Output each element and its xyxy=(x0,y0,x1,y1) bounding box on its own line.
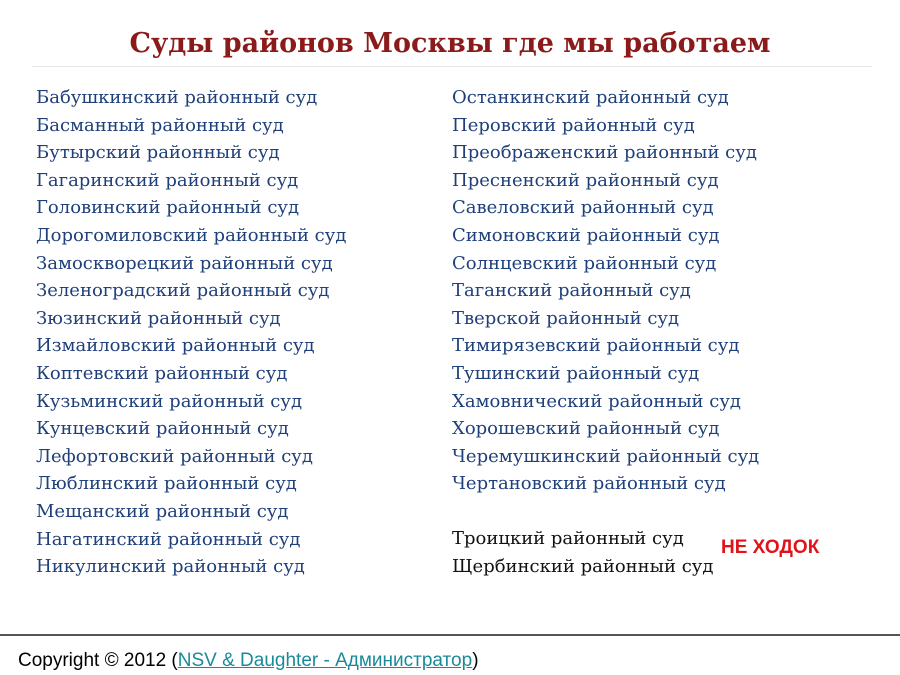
court-link[interactable]: Щербинский районный суд xyxy=(452,555,714,577)
footer xyxy=(18,648,479,674)
court-link[interactable]: Тушинский районный суд xyxy=(452,362,700,384)
court-list-item xyxy=(36,194,346,222)
page-title: Суды районов Москвы где мы работаем xyxy=(129,28,771,59)
right-court-list xyxy=(452,84,759,498)
court-link[interactable]: Никулинский районный суд xyxy=(36,556,305,578)
court-list-item xyxy=(452,139,759,167)
court-link[interactable]: Хамовнический районный суд xyxy=(452,390,741,412)
court-list-item xyxy=(36,553,346,581)
court-link[interactable]: Перовский районный суд xyxy=(452,114,695,136)
court-list-item xyxy=(452,415,759,443)
court-link[interactable]: Басманный районный суд xyxy=(36,114,284,136)
court-link[interactable]: Люблинский районный суд xyxy=(36,473,297,495)
court-link[interactable]: Троицкий районный суд xyxy=(452,528,684,549)
administrator-link[interactable]: NSV & Daughter - Администратор xyxy=(177,650,473,671)
court-link[interactable]: Кузьминский районный суд xyxy=(36,390,303,412)
court-list-item xyxy=(452,277,759,305)
court-link[interactable]: Симоновский районный суд xyxy=(452,224,720,246)
court-link[interactable]: Дорогомиловский районный суд xyxy=(36,224,347,246)
court-list-item xyxy=(36,526,346,554)
court-link[interactable]: Головинский районный суд xyxy=(36,197,300,219)
court-link[interactable]: Нагатинский районный суд xyxy=(36,528,301,550)
court-link[interactable]: Измайловский районный суд xyxy=(36,335,315,357)
court-list-item xyxy=(452,332,759,360)
court-list-item xyxy=(452,360,759,388)
court-link[interactable]: Останкинский районный суд xyxy=(452,87,729,108)
court-list-item xyxy=(36,388,346,416)
court-list-item xyxy=(36,498,346,526)
court-link[interactable]: Тимирязевский районный суд xyxy=(452,335,740,357)
court-link[interactable]: Замоскворецкий районный суд xyxy=(36,252,333,274)
court-list-item xyxy=(452,388,759,416)
court-list-item xyxy=(452,525,713,553)
court-list-item xyxy=(452,222,759,250)
left-court-list xyxy=(36,84,346,581)
court-link[interactable]: Преображенский районный суд xyxy=(452,142,757,164)
court-link[interactable]: Пресненский районный суд xyxy=(452,169,719,191)
court-list-item xyxy=(452,470,759,498)
court-list-item xyxy=(36,250,346,278)
court-list-item xyxy=(36,443,346,471)
court-list-item xyxy=(452,112,759,140)
court-link[interactable]: Чертановский районный суд xyxy=(452,473,726,495)
court-link[interactable]: Бабушкинский районный суд xyxy=(36,87,318,108)
court-link[interactable]: Хорошевский районный суд xyxy=(452,418,720,440)
court-list-item xyxy=(452,443,759,471)
court-list-item xyxy=(36,415,346,443)
court-link[interactable]: Солнцевский районный суд xyxy=(452,252,717,274)
court-list-item xyxy=(36,112,346,140)
court-list-item xyxy=(36,84,346,112)
court-list-item xyxy=(452,84,759,112)
copyright-suffix: ) xyxy=(472,650,479,671)
court-list-item xyxy=(36,470,346,498)
court-list-item xyxy=(36,305,346,333)
court-list-item xyxy=(452,553,713,581)
court-link[interactable]: Кунцевский районный суд xyxy=(36,418,289,440)
court-link[interactable]: Зюзинский районный суд xyxy=(36,307,281,329)
court-link[interactable]: Савеловский районный суд xyxy=(452,197,714,219)
court-list-item xyxy=(36,360,346,388)
court-list-item xyxy=(36,277,346,305)
court-list-item xyxy=(36,139,346,167)
court-link[interactable]: Лефортовский районный суд xyxy=(36,445,313,467)
court-link[interactable]: Зеленоградский районный суд xyxy=(36,280,330,302)
court-list-item xyxy=(36,222,346,250)
court-list-item xyxy=(452,305,759,333)
court-list-item xyxy=(452,167,759,195)
court-list-item xyxy=(36,332,346,360)
court-link[interactable]: Таганский районный суд xyxy=(452,280,691,302)
court-link[interactable]: Тверской районный суд xyxy=(452,307,680,329)
court-link[interactable]: Мещанский районный суд xyxy=(36,500,289,522)
court-list-item xyxy=(452,194,759,222)
title-divider xyxy=(32,66,872,67)
court-link[interactable]: Бутырский районный суд xyxy=(36,142,280,164)
court-link[interactable]: Гагаринский районный суд xyxy=(36,169,299,191)
copyright-prefix: Copyright © 2012 ( xyxy=(18,650,178,671)
footer-divider xyxy=(0,634,900,636)
court-link[interactable]: Коптевский районный суд xyxy=(36,362,288,384)
extra-court-list xyxy=(452,525,713,580)
not-handled-note: НЕ ХОДОК xyxy=(721,537,820,558)
court-list-item xyxy=(452,250,759,278)
court-list-item xyxy=(36,167,346,195)
court-link[interactable]: Черемушкинский районный суд xyxy=(452,445,760,467)
